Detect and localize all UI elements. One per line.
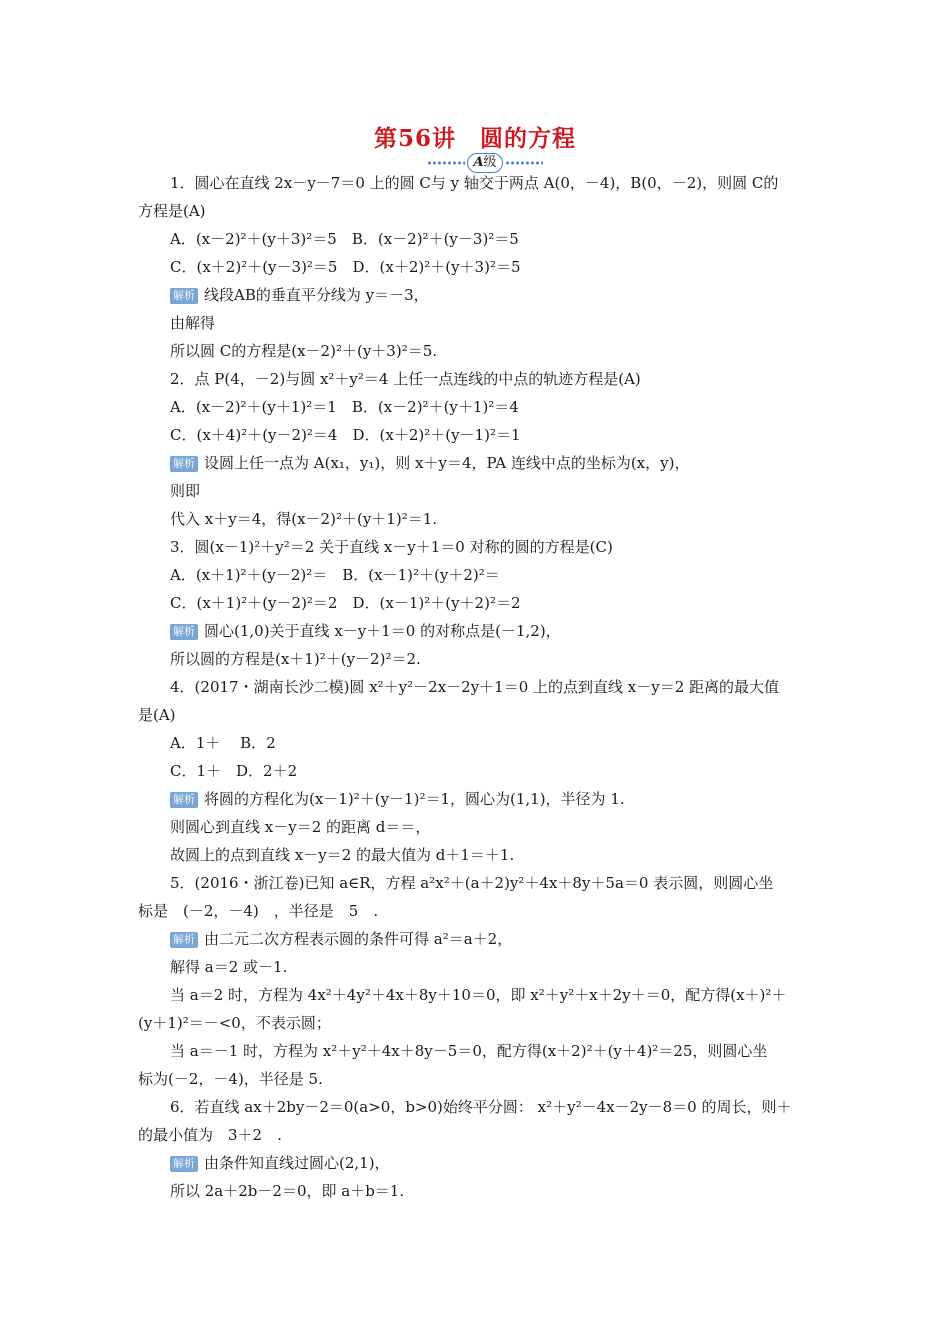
line-text: 所以 2a＋2b－2＝0，即 a＋b＝1. — [170, 1182, 405, 1200]
line-text: 解得 a＝2 或－1. — [170, 958, 288, 976]
line-text: C．(x＋4)²＋(y－2)²＝4 D．(x＋2)²＋(y－1)²＝1 — [170, 426, 521, 444]
line-text: 当 a＝－1 时，方程为 x²＋y²＋4x＋8y－5＝0，配方得(x＋2)²＋(y＋4)²＝25，则圆心坐 — [170, 1042, 768, 1060]
analysis-tag: 解析 — [170, 288, 198, 304]
text-line — [170, 341, 437, 361]
line-text: 的最小值为 3＋2 . — [138, 1126, 282, 1144]
line-text: A．(x＋1)²＋(y－2)²＝ B．(x－1)²＋(y＋2)²＝ — [170, 566, 500, 584]
text-line — [170, 593, 521, 613]
line-text: 线段AB的垂直平分线为 y＝－3， — [204, 286, 429, 304]
line-text: 标是 (－2，－4) ，半径是 5 . — [138, 902, 379, 920]
line-text: 1．圆心在直线 2x－y－7＝0 上的圆 C与 y 轴交于两点 A(0，－4)，B(0，－2)，则圆 C的 — [170, 174, 779, 192]
line-text: (y＋1)²＝－<0，不表示圆； — [138, 1014, 331, 1032]
text-line — [170, 649, 421, 669]
text-line — [170, 957, 287, 977]
line-text: 5．(2016・浙江卷)已知 a∈R，方程 a²x²＋(a＋2)y²＋4x＋8y＋5a＝0 表示圆，则圆心坐 — [170, 874, 774, 892]
line-text: C．(x＋1)²＋(y－2)²＝2 D．(x－1)²＋(y＋2)²＝2 — [170, 594, 521, 612]
line-text: 由二元二次方程表示圆的条件可得 a²＝a＋2， — [204, 930, 513, 948]
text-line — [138, 1125, 282, 1145]
line-text: A．1＋ B．2 — [170, 734, 276, 752]
text-line — [170, 761, 297, 781]
line-text: A．(x－2)²＋(y＋3)²＝5 B．(x－2)²＋(y－3)²＝5 — [170, 230, 519, 248]
text-line — [170, 929, 512, 949]
text-line — [170, 1097, 792, 1117]
line-text: 当 a＝2 时，方程为 4x²＋4y²＋4x＋8y＋10＝0，即 x²＋y²＋x＋2y＋＝0，配方得(x＋)²＋ — [170, 986, 787, 1004]
line-text: 由解得 — [170, 314, 216, 332]
text-line — [170, 565, 500, 585]
text-line — [170, 733, 276, 753]
line-text: 圆心(1,0)关于直线 x－y＋1＝0 的对称点是(－1,2)， — [204, 622, 561, 640]
text-line — [170, 537, 613, 557]
analysis-tag: 解析 — [170, 792, 198, 808]
text-line — [170, 257, 521, 277]
text-line — [170, 789, 625, 809]
level-dots-right — [505, 161, 543, 165]
level-marker — [425, 153, 545, 175]
line-text: C．(x＋2)²＋(y－3)²＝5 D．(x＋2)²＋(y＋3)²＝5 — [170, 258, 521, 276]
text-line — [170, 1041, 767, 1061]
line-text: 所以圆的方程是(x＋1)²＋(y－2)²＝2. — [170, 650, 421, 668]
line-text: 所以圆 C的方程是(x－2)²＋(y＋3)²＝5. — [170, 342, 438, 360]
text-line — [170, 369, 641, 389]
text-line — [170, 173, 778, 193]
line-text: 4．(2017・湖南长沙二模)圆 x²＋y²－2x－2y＋1＝0 上的点到直线 x－y＝2 距离的最大值 — [170, 678, 780, 696]
text-line — [170, 873, 773, 893]
line-text: 方程是(A) — [138, 202, 206, 220]
text-line — [170, 985, 786, 1005]
text-line — [170, 677, 779, 697]
line-text: 将圆的方程化为(x－1)²＋(y－1)²＝1，圆心为(1,1)，半径为 1. — [204, 790, 625, 808]
text-line — [170, 425, 521, 445]
analysis-tag: 解析 — [170, 456, 198, 472]
line-text: 标为(－2，－4)，半径是 5. — [138, 1070, 323, 1088]
text-line — [170, 285, 429, 305]
line-text: 则即 — [170, 482, 201, 500]
line-text: 则圆心到直线 x－y＝2 的距离 d＝＝， — [170, 818, 431, 836]
text-line — [170, 1181, 404, 1201]
text-line — [170, 817, 430, 837]
line-text: A．(x－2)²＋(y＋1)²＝1 B．(x－2)²＋(y＋1)²＝4 — [170, 398, 519, 416]
level-text: 级 — [483, 155, 497, 170]
text-line — [138, 1069, 323, 1089]
analysis-tag: 解析 — [170, 624, 198, 640]
analysis-tag: 解析 — [170, 1156, 198, 1172]
page-title: 第56讲 圆的方程 — [373, 125, 576, 152]
level-letter: A — [473, 155, 484, 170]
text-line — [170, 845, 514, 865]
text-line — [170, 1153, 390, 1173]
analysis-tag: 解析 — [170, 932, 198, 948]
line-text: 故圆上的点到直线 x－y＝2 的最大值为 d＋1＝＋1. — [170, 846, 515, 864]
line-text: 设圆上任一点为 A(x₁，y₁)，则 x＋y＝4，PA 连线中点的坐标为(x，y)， — [204, 454, 690, 472]
line-text: C．1＋ D．2＋2 — [170, 762, 298, 780]
line-text: 由条件知直线过圆心(2,1)， — [204, 1154, 390, 1172]
line-text: 是(A) — [138, 706, 176, 724]
line-text: 3．圆(x－1)²＋y²＝2 关于直线 x－y＋1＝0 对称的圆的方程是(C) — [170, 538, 613, 556]
level-badge — [467, 153, 503, 173]
text-line — [170, 621, 561, 641]
text-line — [138, 201, 206, 221]
text-line — [138, 705, 176, 725]
text-line — [170, 397, 519, 417]
line-text: 代入 x＋y＝4，得(x－2)²＋(y＋1)²＝1. — [170, 510, 438, 528]
text-line — [138, 1013, 331, 1033]
line-text: 6．若直线 ax＋2by－2＝0(a>0，b>0)始终平分圆： x²＋y²－4x－2y－8＝0 的周长，则＋ — [170, 1098, 792, 1116]
text-line — [170, 313, 215, 333]
text-line — [138, 901, 378, 921]
line-text: 2．点 P(4，－2)与圆 x²＋y²＝4 上任一点连线的中点的轨迹方程是(A) — [170, 370, 641, 388]
text-line — [170, 481, 200, 501]
text-line — [170, 509, 437, 529]
text-line — [170, 229, 519, 249]
level-dots-left — [427, 161, 465, 165]
text-line — [170, 453, 689, 473]
